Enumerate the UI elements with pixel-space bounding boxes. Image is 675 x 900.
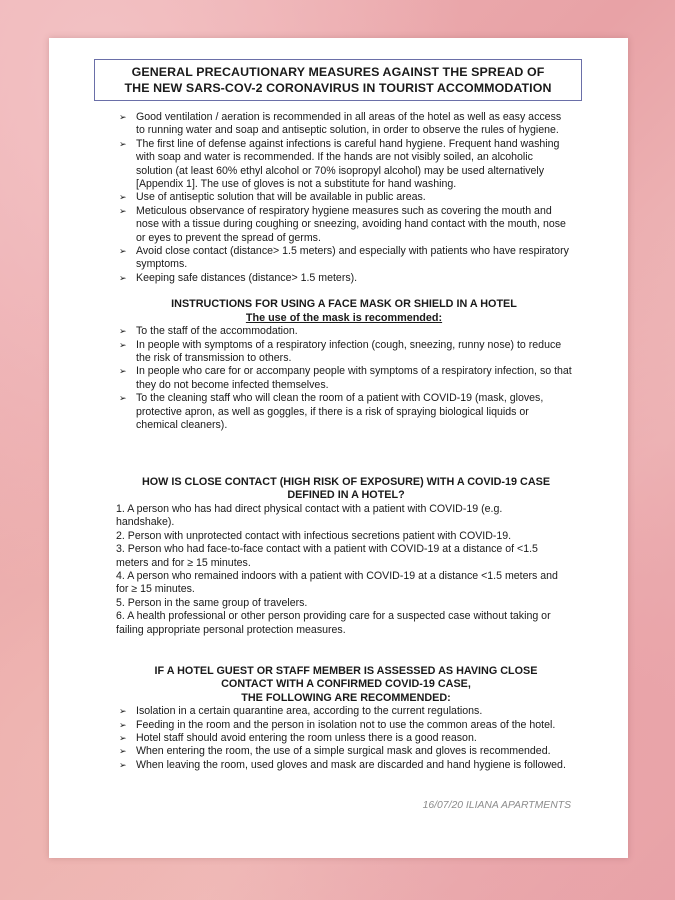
title-line-2: THE NEW SARS-COV-2 CORONAVIRUS IN TOURIST ACCOMMODATION <box>124 81 552 95</box>
isolation-heading-line-2: CONTACT WITH A CONFIRMED COVID-19 CASE, <box>221 678 471 691</box>
arrow-bullet-icon: ➢ <box>119 272 127 283</box>
arrow-bullet-icon: ➢ <box>119 326 127 337</box>
mask-section-subheading: The use of the mask is recommended: <box>245 311 443 324</box>
list-item: ➢ Meticulous observance of respiratory hygiene measures such as covering the mouth and nose with a tissue during coughing or sneezing, avoiding hand contact with the mouth, nose or eyes to prevent the spread of germs. <box>119 204 566 244</box>
footer-date: 16/07/20 ILIANA APARTMENTS <box>422 800 571 811</box>
isolation-heading-line-3: THE FOLLOWING ARE RECOMMENDED: <box>241 691 451 704</box>
document-content <box>116 111 572 432</box>
close-contact-list <box>116 503 562 637</box>
mask-recommendation-list <box>116 325 572 432</box>
title-box <box>94 59 582 101</box>
general-measures-list <box>116 111 572 285</box>
list-item: ➢ When leaving the room, used gloves and mask are discarded and hand hygiene is followed. <box>119 758 566 771</box>
isolation-recommendation-list <box>116 705 572 772</box>
list-item: 1. A person who has had direct physical contact with a patient with COVID-19 (e.g. handshake). <box>116 503 503 529</box>
list-item: ➢ Hotel staff should avoid entering the room unless there is a good reason. <box>119 732 477 745</box>
list-item: 4. A person who remained indoors with a patient with COVID-19 at a distance <1.5 meters and for ≥ 15 minutes. <box>116 570 558 596</box>
arrow-bullet-icon: ➢ <box>119 719 127 730</box>
arrow-bullet-icon: ➢ <box>119 339 127 350</box>
arrow-bullet-icon: ➢ <box>119 733 127 744</box>
arrow-bullet-icon: ➢ <box>119 246 127 257</box>
list-item: 2. Person with unprotected contact with infectious secretions patient with COVID-19. <box>116 529 512 542</box>
mask-section-heading: INSTRUCTIONS FOR USING A FACE MASK OR SHIELD IN A HOTEL <box>171 298 517 311</box>
arrow-bullet-icon: ➢ <box>119 192 127 203</box>
list-item: 3. Person who had face-to-face contact with a patient with COVID-19 at a distance of <1.5 meters and for ≥ 15 minutes. <box>116 543 538 569</box>
list-item: ➢ Use of antiseptic solution that will be available in public areas. <box>119 191 426 204</box>
list-item: ➢ When entering the room, the use of a simple surgical mask and gloves is recommended. <box>119 745 551 758</box>
arrow-bullet-icon: ➢ <box>119 706 127 717</box>
close-contact-section <box>116 476 576 503</box>
isolation-heading-line-1: IF A HOTEL GUEST OR STAFF MEMBER IS ASSESSED AS HAVING CLOSE <box>154 665 538 677</box>
list-item: ➢ Isolation in a certain quarantine area, according to the current regulations. <box>119 705 483 718</box>
list-item: ➢ The first line of defense against infections is careful hand hygiene. Frequent hand washing with soap and water is recommended. If the hands are not visibly soiled, an alcoholic solution (at least 60% ethyl alcohol or 70% isopropyl alcohol) may be used alternatively [Appendix 1]. The use of gloves is not a substitute for hand washing. <box>119 137 560 191</box>
arrow-bullet-icon: ➢ <box>119 393 127 404</box>
list-item: ➢ In people with symptoms of a respiratory infection (cough, sneezing, runny nose) to reduce the risk of transmission to others. <box>119 338 562 364</box>
list-item: ➢ To the cleaning staff who will clean the room of a patient with COVID-19 (mask, gloves, protective apron, as well as goggles, if there is a risk of spraying biological liquids or chemical cleaners). <box>119 392 544 431</box>
arrow-bullet-icon: ➢ <box>119 759 127 770</box>
arrow-bullet-icon: ➢ <box>119 746 127 757</box>
list-item: ➢ In people who care for or accompany people with symptoms of a respiratory infection, so that they do not become infected themselves. <box>119 365 572 391</box>
list-item: ➢ Keeping safe distances (distance> 1.5 meters). <box>119 271 358 284</box>
list-item: 5. Person in the same group of travelers. <box>116 596 308 609</box>
list-item: ➢ Good ventilation / aeration is recommended in all areas of the hotel as well as easy access to running water and soap and antiseptic solution, in order to observe the rules of hygiene. <box>119 111 562 137</box>
arrow-bullet-icon: ➢ <box>119 112 127 122</box>
list-item: ➢ To the staff of the accommodation. <box>119 325 298 338</box>
close-contact-heading-line-1: HOW IS CLOSE CONTACT (HIGH RISK OF EXPOSURE) WITH A COVID-19 CASE <box>141 476 551 488</box>
close-contact-heading-line-2: DEFINED IN A HOTEL? <box>287 489 405 502</box>
list-item: ➢ Avoid close contact (distance> 1.5 meters) and especially with patients who have respiratory symptoms. <box>119 245 569 271</box>
title-line-1: GENERAL PRECAUTIONARY MEASURES AGAINST THE SPREAD OF <box>131 65 545 79</box>
arrow-bullet-icon: ➢ <box>119 366 127 377</box>
list-item: 6. A health professional or other person providing care for a suspected case without taking or failing appropriate personal protection measures. <box>116 610 551 636</box>
arrow-bullet-icon: ➢ <box>119 205 127 216</box>
isolation-section <box>116 665 576 772</box>
document-page <box>49 38 628 858</box>
arrow-bullet-icon: ➢ <box>119 138 127 149</box>
list-item: ➢ Feeding in the room and the person in isolation not to use the common areas of the hotel. <box>119 718 556 731</box>
